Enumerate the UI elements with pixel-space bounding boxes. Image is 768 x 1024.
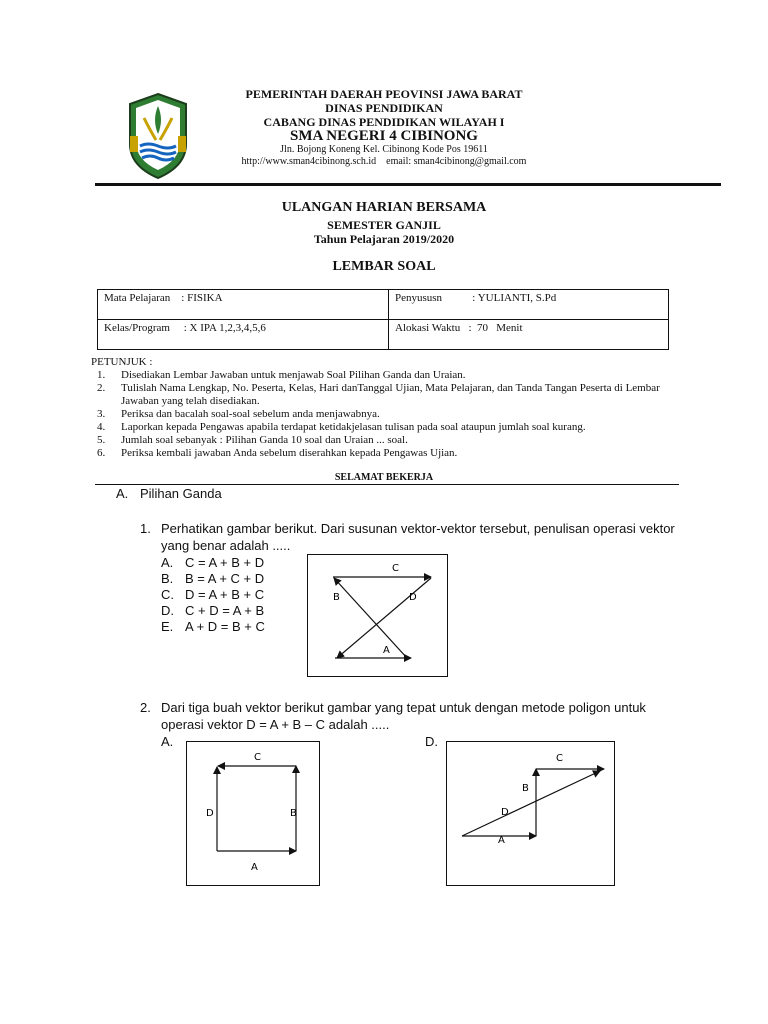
q1-option-a[interactable]: A. C = A + B + D [161, 555, 265, 570]
instruction-item: 3. Periksa dan bacalah soal-soal sebelum anda menjawabnya. [97, 408, 380, 420]
header-divider [95, 183, 721, 186]
label-c: C [254, 752, 261, 763]
q1-option-b[interactable]: B. B = A + C + D [161, 571, 265, 586]
label-b: B [333, 592, 340, 603]
section-divider [95, 484, 679, 485]
time-cell: Alokasi Waktu : 70 Menit [389, 320, 669, 350]
header-school-name: SMA NEGERI 4 CIBINONG [290, 128, 478, 144]
q1-option-c[interactable]: C. D = A + B + C [161, 587, 265, 602]
exam-year: Tahun Pelajaran 2019/2020 [313, 232, 455, 246]
instruction-item: 6. Periksa kembali jawaban Anda sebelum diserahkan kepada Pengawas Ujian. [97, 447, 458, 459]
label-a: A [251, 862, 258, 873]
q1-number: 1. [140, 521, 151, 536]
q2-figure-a[interactable] [186, 741, 320, 886]
q2-option-a-label[interactable]: A. [161, 734, 174, 749]
section-letter: A. [116, 486, 129, 501]
vector-b-arrow [334, 578, 407, 658]
subject-cell: Mata Pelajaran : FISIKA [98, 290, 389, 320]
q1-text-line1: Perhatikan gambar berikut. Dari susunan vektor-vektor tersebut, penulisan operasi vektor [161, 521, 675, 536]
instructions [91, 356, 681, 460]
header-cabang: CABANG DINAS PENDIDIKAN WILAYAH I [263, 115, 505, 129]
instruction-item: 1. Disediakan Lembar Jawaban untuk menjawab Soal Pilihan Ganda dan Uraian. [97, 369, 466, 381]
exam-title: ULANGAN HARIAN BERSAMA [281, 200, 487, 215]
class-cell: Kelas/Program : X IPA 1,2,3,4,5,6 [98, 320, 389, 350]
section-title: Pilihan Ganda [140, 486, 222, 501]
header-address: Jln. Bojong Koneng Kel. Cibinong Kode Pos 19611 [280, 144, 488, 155]
q1-vector-figure [307, 554, 448, 677]
closing-text: SELAMAT BEKERJA [334, 472, 434, 483]
author-cell: Penyususn : YULIANTI, S.Pd [389, 290, 669, 320]
instructions-heading: PETUNJUK : [91, 356, 153, 368]
label-c: C [556, 753, 563, 764]
q2-option-d-label[interactable]: D. [425, 734, 438, 749]
q1-option-d[interactable]: D. C + D = A + B [161, 603, 265, 618]
header-gov: PEMERINTAH DAERAH PEOVINSI JAWA BARAT [245, 87, 523, 101]
q1-text-line2: yang benar adalah ..... [161, 538, 291, 553]
label-d: D [206, 808, 214, 819]
q2-number: 2. [140, 700, 151, 715]
instruction-item: 5. Jumlah soal sebanyak : Pilihan Ganda 10 soal dan Uraian ... soal. [97, 434, 408, 446]
header-dinas: DINAS PENDIDIKAN [325, 101, 443, 115]
q2-figure-d[interactable] [446, 741, 615, 886]
label-b: B [290, 808, 297, 819]
exam-semester: SEMESTER GANJIL [327, 218, 441, 232]
label-d: D [501, 807, 509, 818]
q1-options [161, 555, 265, 635]
instruction-item: 2. Tulislah Nama Lengkap, No. Peserta, Kelas, Hari danTanggal Ujian, Mata Pelajaran, dan Tanda Tangan Peserta di Lembar Jawaban yang telah disediakan. [97, 382, 660, 407]
instruction-item: 4. Laporkan kepada Pengawas apabila terdapat ketidakjelasan tulisan pada soal ataupun jumlah soal kurang. [97, 421, 586, 433]
header-web-email: http://www.sman4cibinong.sch.id email: sman4cibinong@gmail.com [241, 156, 527, 167]
sheet-title: LEMBAR SOAL [332, 259, 436, 274]
label-c: C [392, 563, 399, 574]
q2-text-line2: operasi vektor D = A + B – C adalah ..... [161, 717, 390, 732]
instructions-list [91, 369, 681, 460]
label-d: D [409, 592, 417, 603]
q2-text-line1: Dari tiga buah vektor berikut gambar yang tepat untuk dengan metode poligon untuk [161, 700, 646, 715]
vector-d-arrow [462, 771, 600, 836]
label-b: B [522, 783, 529, 794]
q1-option-e[interactable]: E. A + D = B + C [161, 619, 265, 634]
label-a: A [383, 645, 390, 656]
label-a: A [498, 835, 505, 846]
exam-info-table [97, 289, 669, 350]
